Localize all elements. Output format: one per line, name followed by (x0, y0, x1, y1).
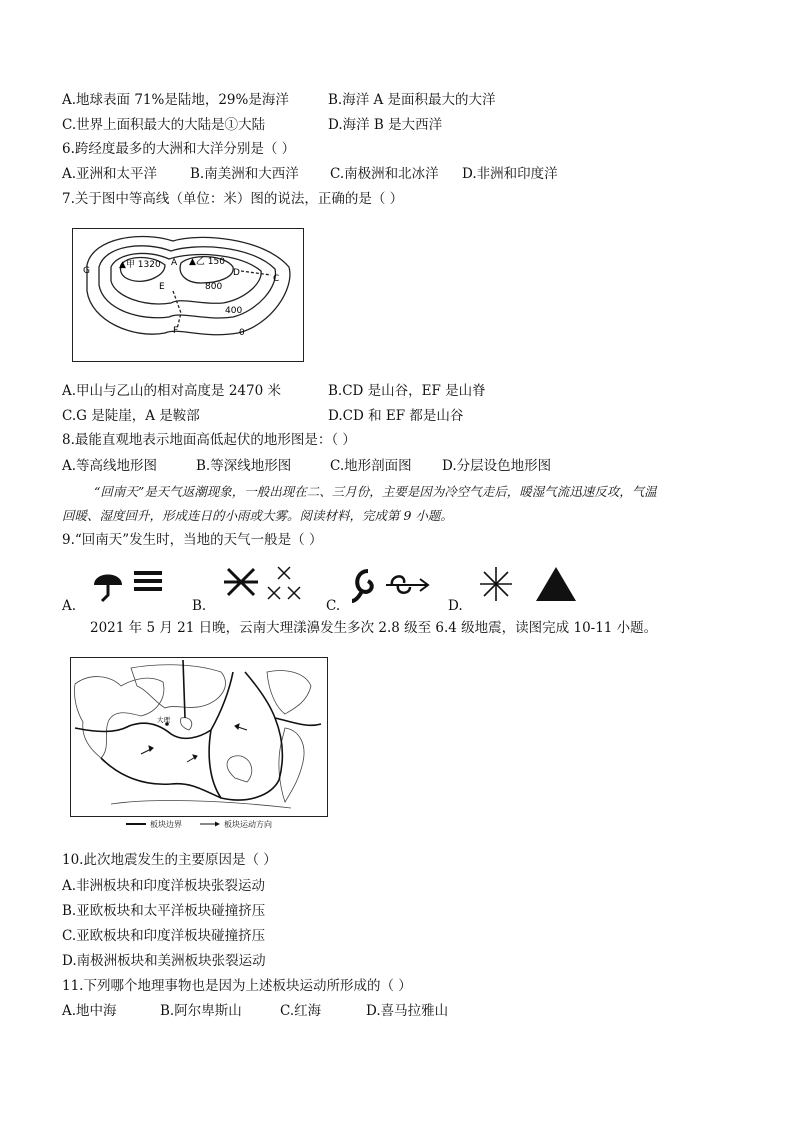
q10-option-d: D.南极洲板块和美洲板块张裂运动 (62, 953, 266, 969)
q8-stem: 8.最能直观地表示地面高低起伏的地形图是：（ ） (62, 432, 356, 448)
q5-option-a: A.地球表面 71%是陆地，29%是海洋 (62, 92, 289, 108)
point-f-label: F (173, 326, 179, 336)
point-c-label: C (273, 274, 280, 284)
q6-option-d: D.非洲和印度洋 (462, 166, 558, 182)
rain-fog-weather-icon (90, 563, 170, 605)
q6-option-a: A.亚洲和太平洋 (62, 166, 158, 182)
plate-motion-legend-icon (200, 820, 220, 828)
snow-weather-icon (224, 563, 308, 605)
frost-hail-weather-icon (478, 563, 582, 605)
point-g-label: G (83, 266, 90, 276)
contour-800-label: 800 (205, 282, 223, 292)
q9-option-a: A. (62, 598, 77, 614)
q9-option-d: D. (448, 598, 463, 614)
contour-map (72, 228, 304, 362)
plate-boundary-legend-icon (126, 820, 146, 828)
q11-option-a: A.地中海 (62, 1003, 117, 1019)
passage-huinantian-line1: “回南天”是天气返潮现象，一般出现在二、三月份，主要是因为冷空气走后，暖湿气流迅速反攻，气温 (94, 484, 657, 499)
q7-option-c: C.G 是陡崖，A 是鞍部 (62, 408, 200, 424)
passage-earthquake: 2021 年 5 月 21 日晚，云南大理漾濞发生多次 2.8 级至 6.4 级地震，读图完成 10-11 小题。 (90, 620, 658, 636)
point-a-label: A (171, 258, 178, 268)
peak-yi-label: ▲乙 150 (189, 257, 225, 267)
q5-option-c: C.世界上面积最大的大陆是①大陆 (62, 117, 266, 133)
point-e-label: E (159, 282, 165, 292)
q6-option-c: C.南极洲和北冰洋 (330, 166, 439, 182)
q9-stem: 9.“回南天”发生时，当地的天气一般是（ ） (62, 532, 323, 548)
contour-map-svg (73, 229, 303, 361)
peak-jia-label: ▲甲 1320 (119, 260, 161, 270)
world-plate-map-svg (71, 658, 327, 816)
q8-option-b: B.等深线地形图 (196, 458, 292, 474)
q7-option-a: A.甲山与乙山的相对高度是 2470 米 (62, 383, 281, 399)
q6-option-b: B.南美洲和大西洋 (190, 166, 299, 182)
q11-option-d: D.喜马拉雅山 (366, 1003, 449, 1019)
legend-motion-label: 板块运动方向 (224, 820, 272, 829)
q11-stem: 11.下列哪个地理事物也是因为上述板块运动所形成的（ ） (62, 978, 412, 994)
q10-stem: 10.此次地震发生的主要原因是（ ） (62, 852, 277, 868)
q6-stem: 6.跨经度最多的大洲和大洋分别是（ ） (62, 141, 296, 157)
q8-option-c: C.地形剖面图 (330, 458, 412, 474)
passage-huinantian-line2: 回暖、湿度回升，形成连日的小雨或大雾。阅读材料，完成第 9 小题。 (62, 508, 453, 523)
q10-option-c: C.亚欧板块和印度洋板块碰撞挤压 (62, 928, 266, 944)
q5-option-b: B.海洋 A 是面积最大的大洋 (328, 92, 496, 108)
q9-option-b: B. (192, 598, 207, 614)
dali-label: 大理 (157, 716, 170, 724)
q10-option-a: A.非洲板块和印度洋板块张裂运动 (62, 878, 266, 894)
q7-option-b: B.CD 是山谷，EF 是山脊 (328, 383, 486, 399)
q11-option-b: B.阿尔卑斯山 (160, 1003, 242, 1019)
q5-option-d: D.海洋 B 是大西洋 (328, 117, 443, 133)
q7-stem: 7.关于图中等高线（单位：米）图的说法，正确的是（ ） (62, 191, 404, 207)
contour-0-label: 0 (239, 328, 245, 338)
q11-option-c: C.红海 (280, 1003, 322, 1019)
q8-option-d: D.分层设色地形图 (442, 458, 552, 474)
world-plate-map (70, 657, 328, 817)
q10-option-b: B.亚欧板块和太平洋板块碰撞挤压 (62, 903, 266, 919)
contour-400-label: 400 (225, 306, 243, 316)
q9-option-c: C. (326, 598, 341, 614)
point-d-label: D (233, 268, 240, 278)
q7-option-d: D.CD 和 EF 都是山谷 (328, 408, 464, 424)
typhoon-wind-weather-icon (348, 563, 432, 605)
q8-option-a: A.等高线地形图 (62, 458, 158, 474)
legend-boundary-label: 板块边界 (150, 820, 182, 829)
